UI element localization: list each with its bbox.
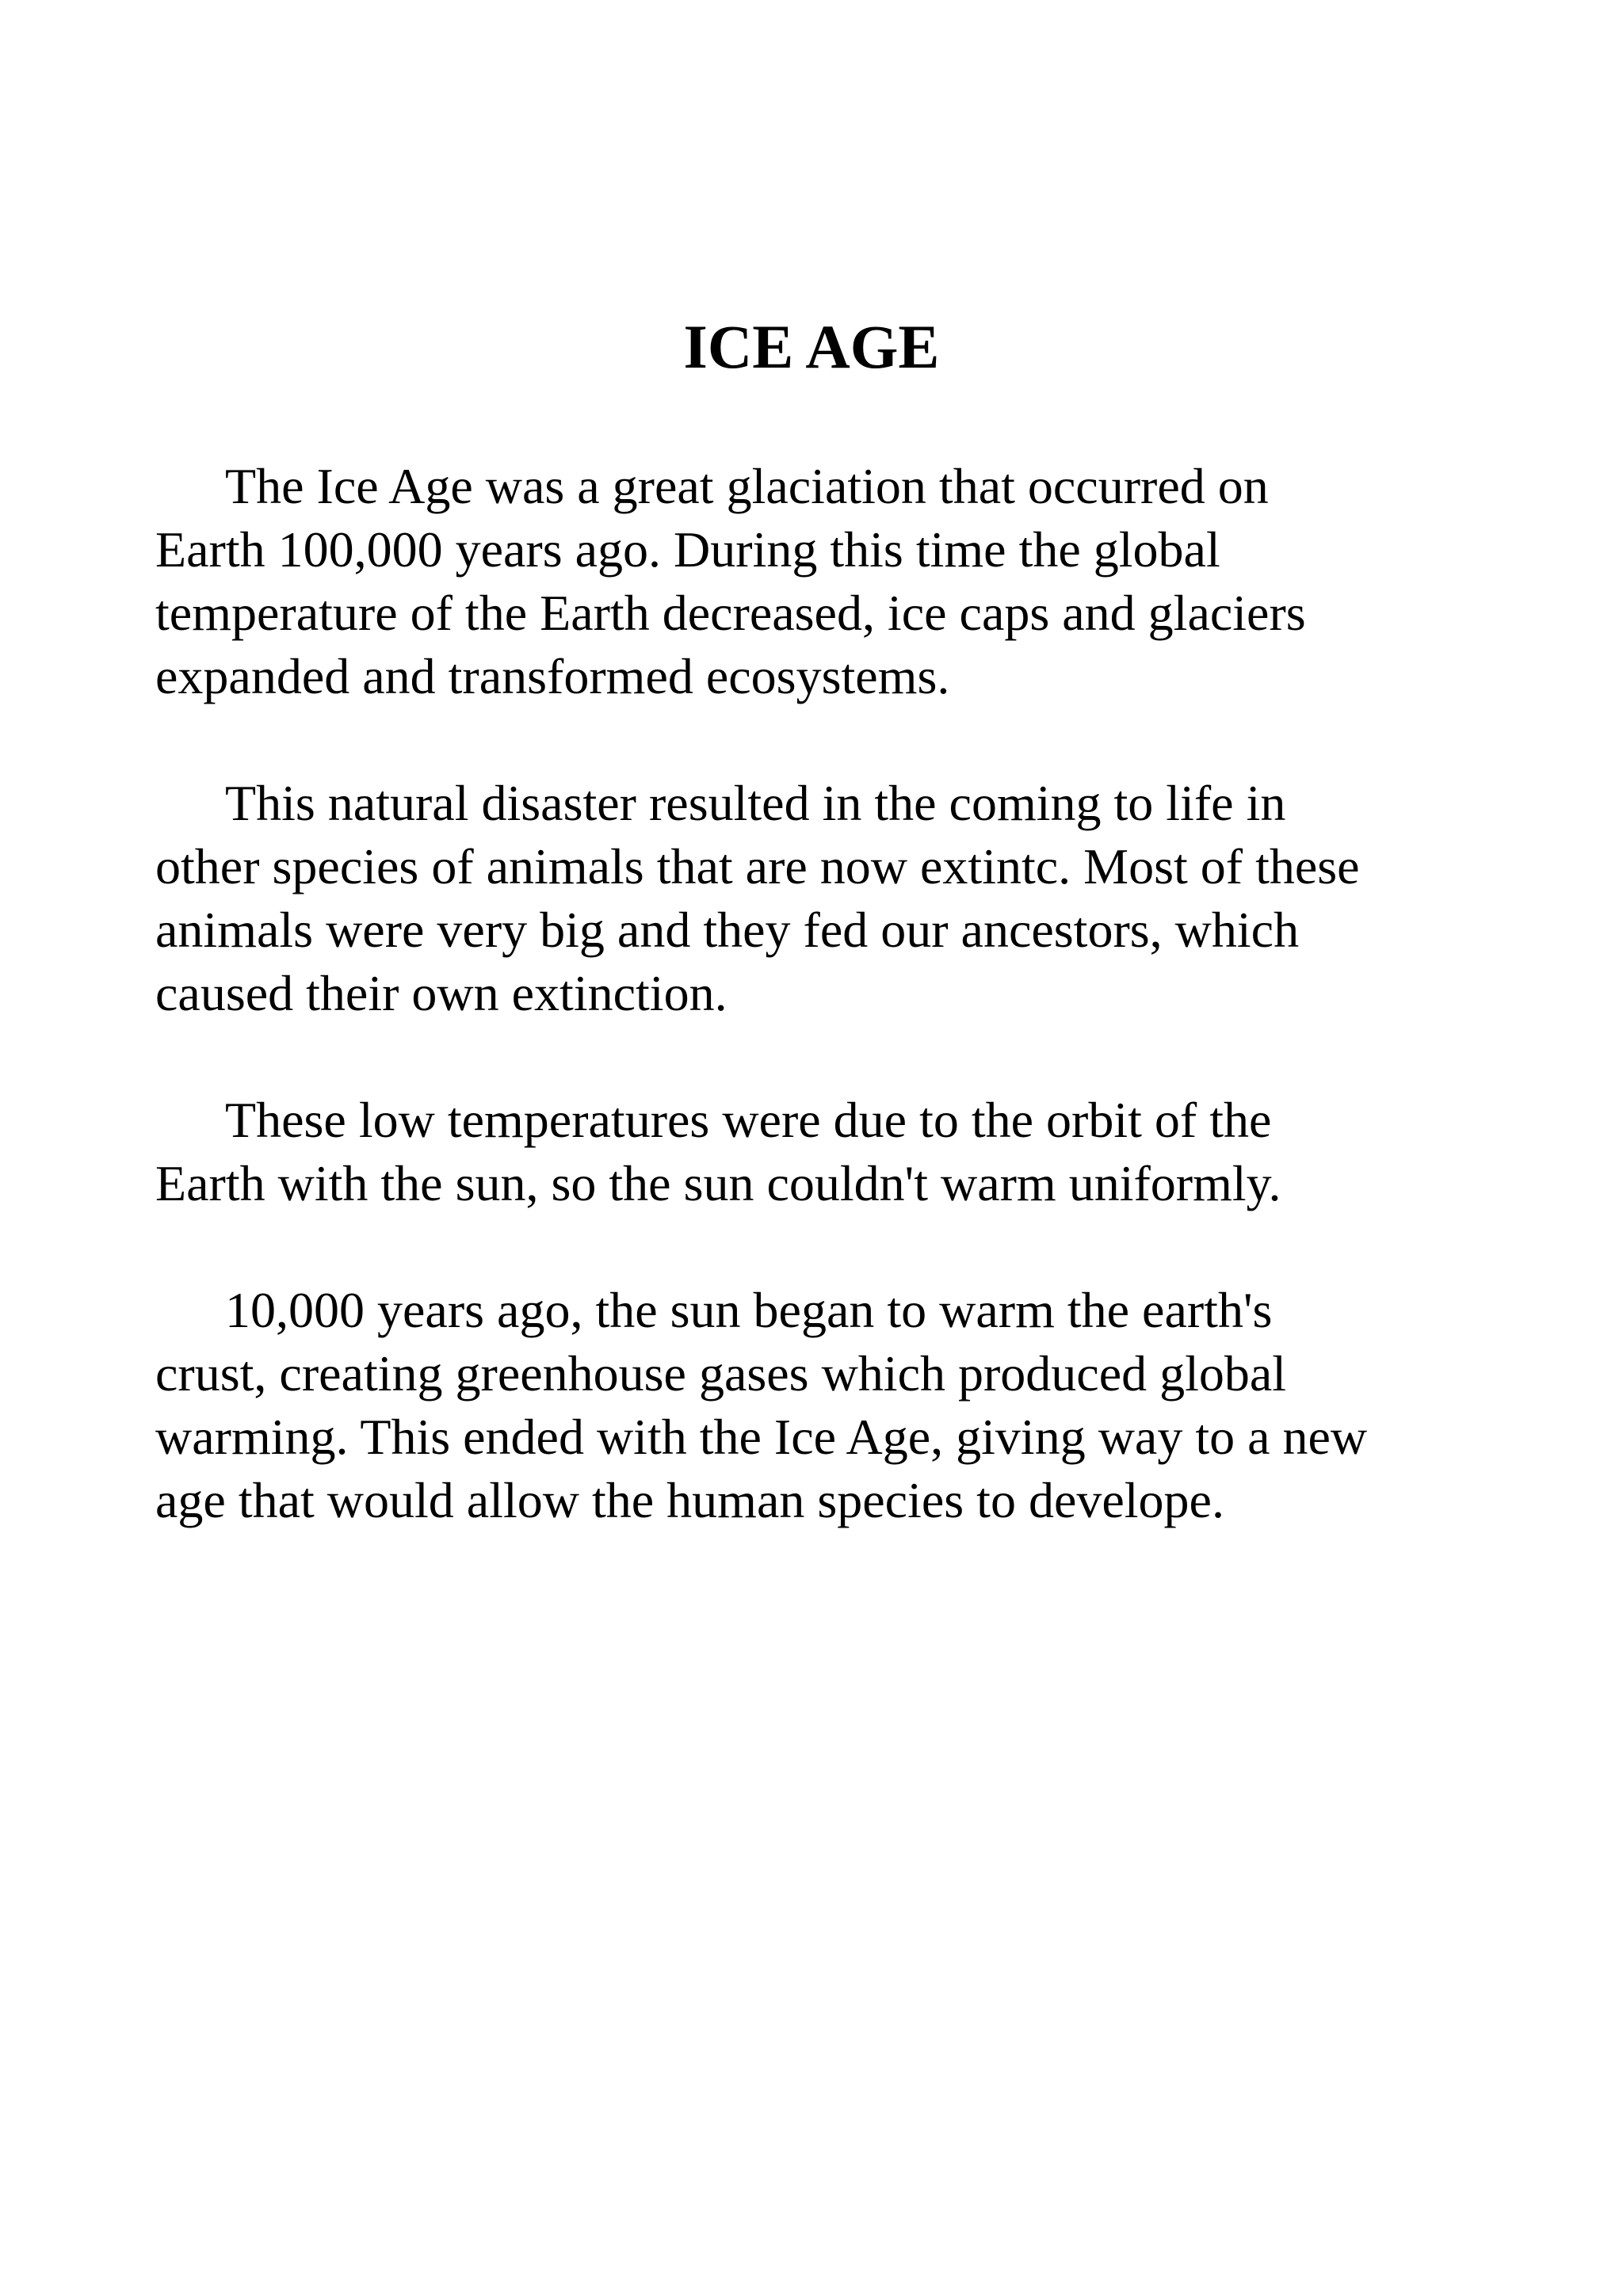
paragraph-line: animals were very big and they fed our ancestors, which <box>155 902 1300 958</box>
paragraph-line: crust, creating greenhouse gases which produced global <box>155 1345 1287 1402</box>
document-title: ICE AGE <box>683 312 940 381</box>
paragraph-line: The Ice Age was a great glaciation that occurred on <box>225 458 1269 514</box>
paragraph-line: expanded and transformed ecosystems. <box>155 648 950 704</box>
document-body <box>155 455 1503 1596</box>
paragraph-line: temperature of the Earth decreased, ice caps and glaciers <box>155 585 1306 641</box>
paragraph-line: other species of animals that are now extintc. Most of these <box>155 838 1360 894</box>
paragraph-line: warming. This ended with the Ice Age, giving way to a new <box>155 1409 1368 1465</box>
paragraph-line: Earth 100,000 years ago. During this time the global <box>155 521 1220 578</box>
paragraph-line: These low temperatures were due to the orbit of the <box>225 1092 1272 1148</box>
paragraph-line: caused their own extinction. <box>155 965 727 1021</box>
paragraph-1 <box>155 455 1503 708</box>
paragraph-line: age that would allow the human species to develope. <box>155 1472 1224 1528</box>
paragraph-line: 10,000 years ago, the sun began to warm the earth's <box>225 1282 1273 1338</box>
paragraph-2 <box>155 772 1503 1025</box>
paragraph-line: Earth with the sun, so the sun couldn't warm uniformly. <box>155 1155 1281 1211</box>
paragraph-4 <box>155 1279 1503 1532</box>
paragraph-line: This natural disaster resulted in the coming to life in <box>225 775 1286 831</box>
paragraph-3 <box>155 1089 1503 1215</box>
